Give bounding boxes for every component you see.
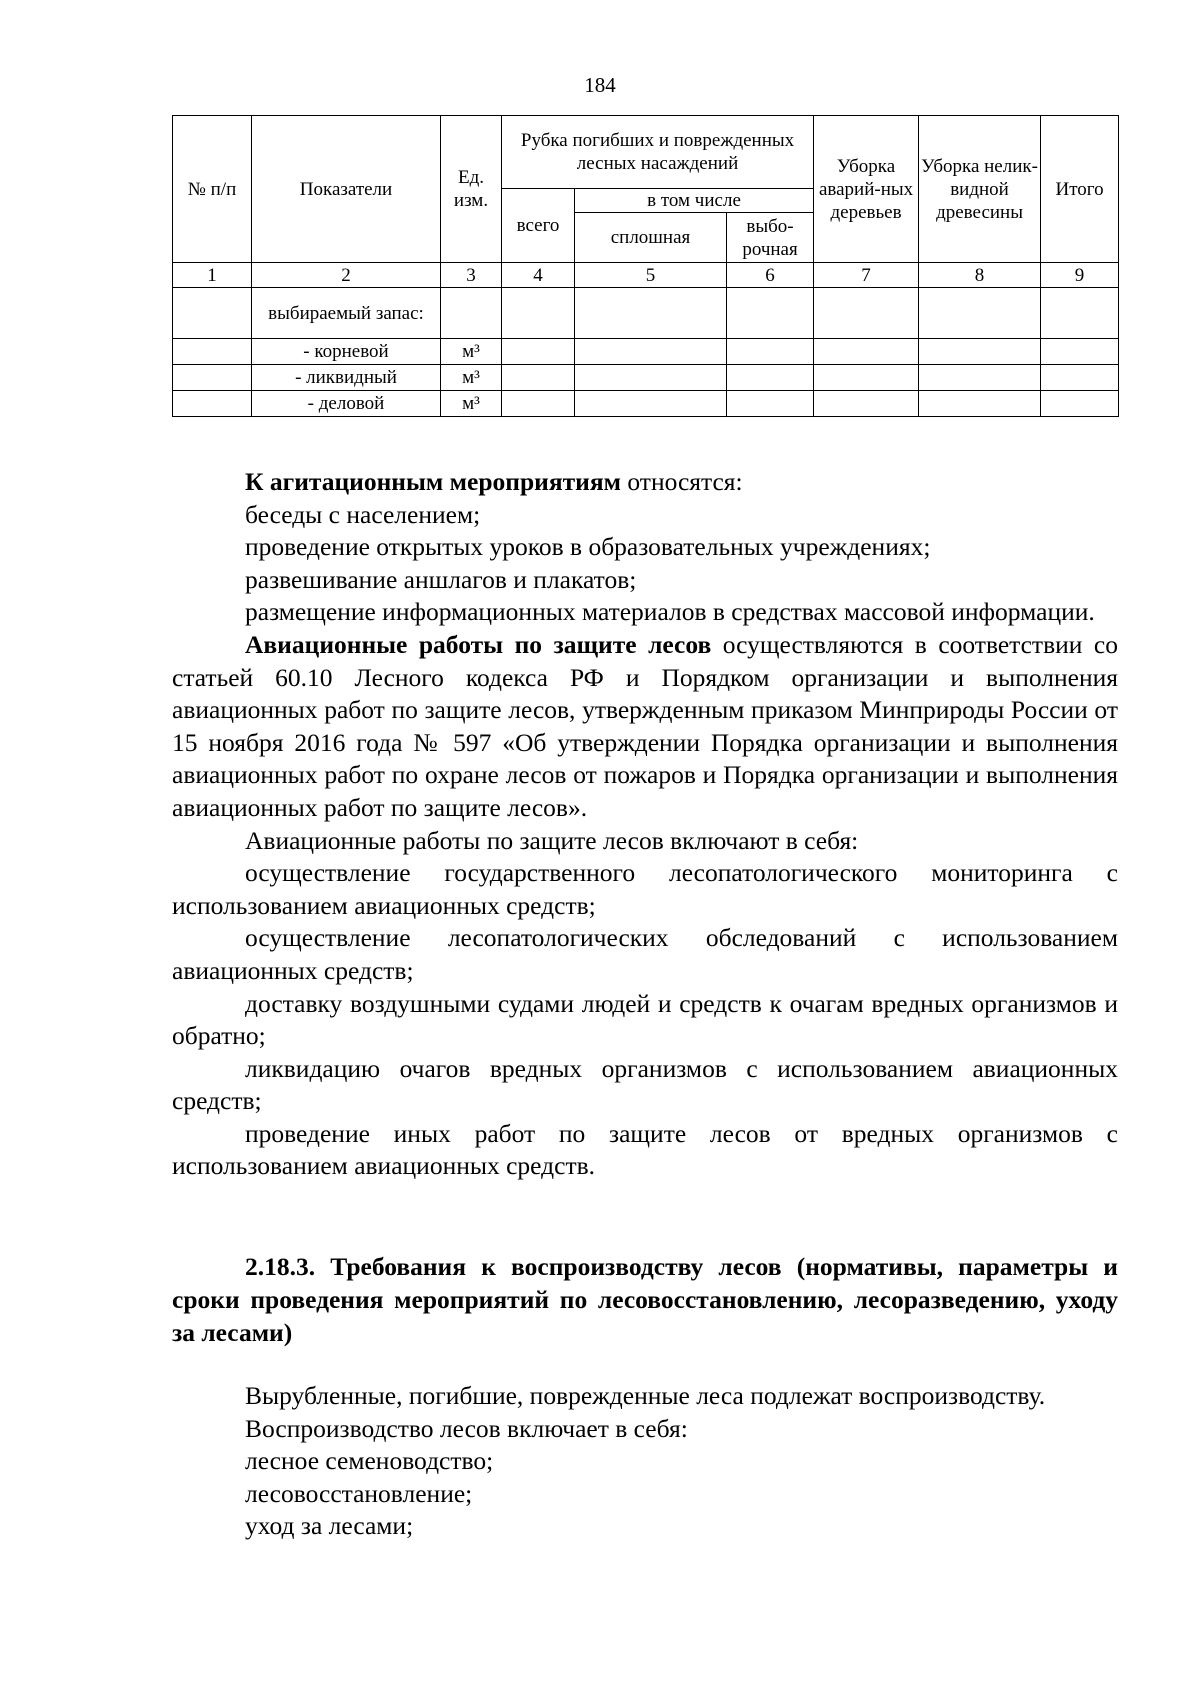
aviation-paragraph: Авиационные работы по защите лесов осуществляются в соответствии со статьей 60.10 Лесного кодекса РФ и Порядком организации и выполнения авиационных работ по защите лесов, утвержденным приказом Минприроды России от 15 ноября 2016 года № 597 «Об утверждении Порядка организации и выполнения авиационных работ по охране лесов от пожаров и Порядка организации и выполнения авиационных работ по защите лесов». [172, 629, 1118, 822]
aviation-item: осуществление лесопатологических обследований с использованием авиационных средств; [172, 923, 1118, 985]
header-emergency-trees: Уборка аварий-ных деревьев [814, 116, 919, 263]
header-number: № п/п [173, 116, 252, 263]
col-number-6: 6 [727, 263, 814, 288]
agitation-item: проведение открытых уроков в образовательных учреждениях; [245, 532, 931, 562]
aviation-item: ликвидацию очагов вредных организмов с использованием авиационных средств; [172, 1053, 1118, 1116]
col-number-1: 1 [173, 263, 252, 288]
table-row [173, 339, 1119, 365]
col-number-5: 5 [575, 263, 727, 288]
col-number-4: 4 [502, 263, 575, 288]
reproduction-paragraph: Вырубленные, погибшие, поврежденные леса подлежат воспроизводству. [245, 1381, 1046, 1410]
aviation-item: доставку воздушными судами людей и средств к очагам вредных организмов и обратно; [172, 988, 1118, 1051]
table-row [173, 391, 1119, 417]
section-heading-text: 2.18.3. Требования к воспроизводству лесов (нормативы, параметры и сроки проведения мероприятий по лесовосстановлению, лесоразведению, уходу за лесами) [172, 1252, 1118, 1347]
row-unit: м³ [441, 365, 502, 391]
aviation-intro: Авиационные работы по защите лесов включают в себя: [245, 825, 859, 855]
agitation-item: беседы с населением; [245, 499, 481, 529]
header-cutting-group: Рубка погибших и поврежденных лесных насаждений [502, 116, 814, 189]
agitation-item: размещение информационных материалов в средствах массовой информации. [245, 597, 1095, 627]
indicators-table [172, 115, 1119, 417]
header-total: Итого [1041, 116, 1119, 263]
row-label: - деловой [252, 391, 441, 417]
header-indicators: Показатели [252, 116, 441, 263]
row-label: - корневой [252, 339, 441, 365]
row-label: выбираемый запас: [252, 288, 441, 339]
header-including: в том числе [575, 189, 814, 213]
page-number: 184 [584, 73, 616, 97]
header-selective: выбо-рочная [727, 213, 814, 263]
table-row [173, 365, 1119, 391]
reproduction-intro: Воспроизводство лесов включает в себя: [245, 1413, 688, 1443]
aviation-item: осуществление государственного лесопатологического мониторинга с использованием авиационных средств; [172, 858, 1118, 920]
col-number-9: 9 [1041, 263, 1119, 288]
reproduction-item: уход за лесами; [245, 1511, 414, 1541]
section-heading [172, 1250, 1118, 1349]
reproduction-item: лесное семеноводство; [245, 1446, 494, 1476]
row-label: - ликвидный [252, 365, 441, 391]
agitation-intro: К агитационным мероприятиям относятся: [245, 467, 743, 496]
header-illiquid-wood: Уборка нелик-видной древесины [919, 116, 1041, 263]
col-number-7: 7 [814, 263, 919, 288]
main-text [172, 466, 1118, 1183]
header-unit: Ед. изм. [441, 116, 502, 263]
row-unit [441, 288, 502, 339]
header-clear-cut: сплошная [575, 213, 727, 263]
aviation-item: проведение иных работ по защите лесов от вредных организмов с использованием авиационных средств. [172, 1118, 1118, 1181]
col-number-8: 8 [919, 263, 1041, 288]
aviation-term: Авиационные работы по защите лесов [245, 629, 712, 659]
agitation-item: развешивание аншлагов и плакатов; [245, 564, 637, 594]
row-unit: м³ [441, 339, 502, 365]
reproduction-text [172, 1380, 1118, 1543]
reproduction-item: лесовосстановление; [245, 1478, 473, 1508]
row-unit: м³ [441, 391, 502, 417]
header-all: всего [502, 189, 575, 263]
col-number-2: 2 [252, 263, 441, 288]
col-number-3: 3 [441, 263, 502, 288]
agitation-term: К агитационным мероприятиям [245, 467, 622, 496]
table-row [173, 288, 1119, 339]
